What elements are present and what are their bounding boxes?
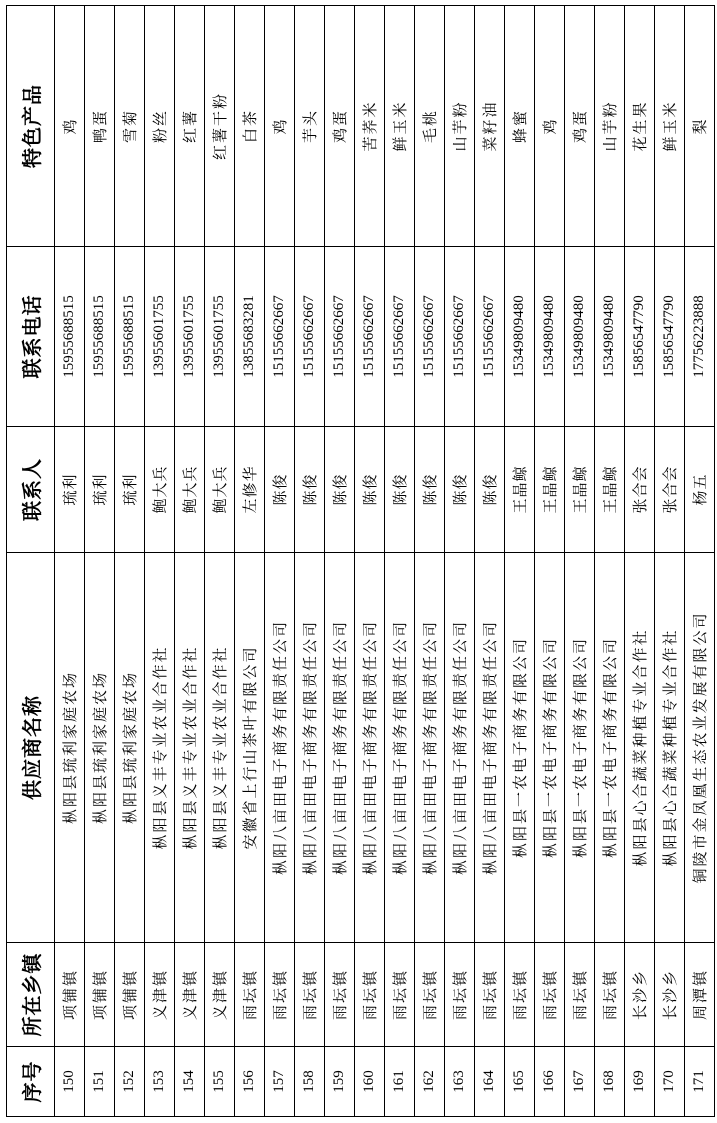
cell-contact: 王晶鲸 xyxy=(595,427,625,553)
cell-town: 雨坛镇 xyxy=(505,943,535,1047)
cell-phone: 15155662667 xyxy=(265,247,295,427)
table-row xyxy=(325,6,355,1117)
cell-phone: 15955688515 xyxy=(85,247,115,427)
cell-town: 雨坛镇 xyxy=(535,943,565,1047)
cell-product: 芋头 xyxy=(295,6,325,247)
cell-supplier: 枞阳县琉利家庭农场 xyxy=(55,553,85,943)
table-row xyxy=(55,6,85,1117)
cell-town: 义津镇 xyxy=(205,943,235,1047)
cell-seq: 150 xyxy=(55,1047,85,1117)
cell-supplier: 枞阳八亩田电子商务有限责任公司 xyxy=(415,553,445,943)
cell-supplier: 枞阳县义丰专业农业合作社 xyxy=(175,553,205,943)
cell-supplier: 枞阳八亩田电子商务有限责任公司 xyxy=(475,553,505,943)
cell-supplier: 枞阳八亩田电子商务有限责任公司 xyxy=(445,553,475,943)
cell-seq: 166 xyxy=(535,1047,565,1117)
header-product: 特色产品 xyxy=(7,6,55,247)
cell-product: 鸡 xyxy=(55,6,85,247)
cell-seq: 169 xyxy=(625,1047,655,1117)
cell-seq: 156 xyxy=(235,1047,265,1117)
cell-product: 红薯 xyxy=(175,6,205,247)
cell-supplier: 枞阳县琉利家庭农场 xyxy=(85,553,115,943)
cell-seq: 161 xyxy=(385,1047,415,1117)
cell-seq: 160 xyxy=(355,1047,385,1117)
cell-contact: 陈俊 xyxy=(325,427,355,553)
cell-seq: 159 xyxy=(325,1047,355,1117)
cell-seq: 168 xyxy=(595,1047,625,1117)
table-row xyxy=(355,6,385,1117)
cell-town: 雨坛镇 xyxy=(475,943,505,1047)
table-row xyxy=(625,6,655,1117)
cell-contact: 王晶鲸 xyxy=(535,427,565,553)
cell-product: 山芋粉 xyxy=(445,6,475,247)
cell-seq: 162 xyxy=(415,1047,445,1117)
cell-phone: 13955601755 xyxy=(145,247,175,427)
cell-supplier: 枞阳八亩田电子商务有限责任公司 xyxy=(355,553,385,943)
cell-town: 雨坛镇 xyxy=(385,943,415,1047)
cell-phone: 15155662667 xyxy=(445,247,475,427)
cell-town: 雨坛镇 xyxy=(325,943,355,1047)
cell-product: 鸡蛋 xyxy=(565,6,595,247)
cell-product: 毛桃 xyxy=(415,6,445,247)
cell-town: 周潭镇 xyxy=(685,943,715,1047)
cell-product: 鲜玉米 xyxy=(385,6,415,247)
cell-town: 雨坛镇 xyxy=(445,943,475,1047)
cell-town: 义津镇 xyxy=(145,943,175,1047)
cell-contact: 杨五 xyxy=(685,427,715,553)
cell-supplier: 安徽省上行山茶叶有限公司 xyxy=(235,553,265,943)
cell-supplier: 枞阳县一农电子商务有限公司 xyxy=(565,553,595,943)
cell-phone: 15349809480 xyxy=(565,247,595,427)
table-row xyxy=(505,6,535,1117)
cell-seq: 155 xyxy=(205,1047,235,1117)
cell-town: 项铺镇 xyxy=(115,943,145,1047)
cell-supplier: 枞阳八亩田电子商务有限责任公司 xyxy=(385,553,415,943)
supplier-table xyxy=(6,5,715,1117)
cell-seq: 163 xyxy=(445,1047,475,1117)
cell-phone: 13955601755 xyxy=(205,247,235,427)
cell-town: 雨坛镇 xyxy=(235,943,265,1047)
cell-product: 雪菊 xyxy=(115,6,145,247)
cell-phone: 15349809480 xyxy=(505,247,535,427)
table-row xyxy=(415,6,445,1117)
cell-phone: 15155662667 xyxy=(295,247,325,427)
cell-contact: 琉利 xyxy=(85,427,115,553)
cell-phone: 15349809480 xyxy=(535,247,565,427)
cell-contact: 陈俊 xyxy=(265,427,295,553)
cell-product: 粉丝 xyxy=(145,6,175,247)
cell-phone: 15155662667 xyxy=(475,247,505,427)
cell-town: 项铺镇 xyxy=(55,943,85,1047)
header-seq: 序号 xyxy=(7,1047,55,1117)
cell-seq: 165 xyxy=(505,1047,535,1117)
header-town: 所在乡镇 xyxy=(7,943,55,1047)
cell-phone: 15349809480 xyxy=(595,247,625,427)
table-row xyxy=(85,6,115,1117)
table-row xyxy=(685,6,715,1117)
cell-supplier: 枞阳八亩田电子商务有限责任公司 xyxy=(325,553,355,943)
cell-contact: 张合会 xyxy=(625,427,655,553)
table-row xyxy=(235,6,265,1117)
header-supplier: 供应商名称 xyxy=(7,553,55,943)
cell-contact: 陈俊 xyxy=(415,427,445,553)
cell-supplier: 枞阳八亩田电子商务有限责任公司 xyxy=(265,553,295,943)
header-row xyxy=(7,6,55,1117)
cell-contact: 陈俊 xyxy=(475,427,505,553)
header-phone: 联系电话 xyxy=(7,247,55,427)
cell-product: 花生果 xyxy=(625,6,655,247)
table-row xyxy=(535,6,565,1117)
cell-supplier: 枞阳县琉利家庭农场 xyxy=(115,553,145,943)
cell-phone: 15856547790 xyxy=(625,247,655,427)
cell-seq: 171 xyxy=(685,1047,715,1117)
cell-phone: 15155662667 xyxy=(325,247,355,427)
cell-product: 红薯干粉 xyxy=(205,6,235,247)
cell-product: 蜂蜜 xyxy=(505,6,535,247)
cell-town: 雨坛镇 xyxy=(415,943,445,1047)
table-row xyxy=(445,6,475,1117)
cell-contact: 张合会 xyxy=(655,427,685,553)
cell-phone: 15955688515 xyxy=(115,247,145,427)
cell-product: 鸡蛋 xyxy=(325,6,355,247)
cell-seq: 151 xyxy=(85,1047,115,1117)
table-row xyxy=(175,6,205,1117)
cell-product: 山芋粉 xyxy=(595,6,625,247)
cell-seq: 152 xyxy=(115,1047,145,1117)
table-row xyxy=(385,6,415,1117)
cell-phone: 17756223888 xyxy=(685,247,715,427)
cell-town: 雨坛镇 xyxy=(355,943,385,1047)
table-row xyxy=(595,6,625,1117)
cell-product: 鸡 xyxy=(535,6,565,247)
cell-contact: 琉利 xyxy=(115,427,145,553)
cell-phone: 15155662667 xyxy=(415,247,445,427)
cell-product: 梨 xyxy=(685,6,715,247)
cell-town: 项铺镇 xyxy=(85,943,115,1047)
cell-contact: 左修华 xyxy=(235,427,265,553)
cell-supplier: 枞阳县一农电子商务有限公司 xyxy=(535,553,565,943)
table-row xyxy=(475,6,505,1117)
table-row xyxy=(115,6,145,1117)
cell-seq: 170 xyxy=(655,1047,685,1117)
cell-supplier: 枞阳县一农电子商务有限公司 xyxy=(595,553,625,943)
table-header xyxy=(7,6,55,1117)
table-row xyxy=(265,6,295,1117)
cell-product: 鲜玉米 xyxy=(655,6,685,247)
cell-product: 鸭蛋 xyxy=(85,6,115,247)
cell-seq: 157 xyxy=(265,1047,295,1117)
table-row xyxy=(295,6,325,1117)
header-contact: 联系人 xyxy=(7,427,55,553)
cell-seq: 153 xyxy=(145,1047,175,1117)
cell-seq: 154 xyxy=(175,1047,205,1117)
table-row xyxy=(205,6,235,1117)
cell-contact: 鲍大兵 xyxy=(175,427,205,553)
cell-contact: 鲍大兵 xyxy=(145,427,175,553)
cell-contact: 陈俊 xyxy=(355,427,385,553)
cell-seq: 164 xyxy=(475,1047,505,1117)
table-row xyxy=(145,6,175,1117)
cell-contact: 陈俊 xyxy=(295,427,325,553)
cell-contact: 琉利 xyxy=(55,427,85,553)
cell-seq: 167 xyxy=(565,1047,595,1117)
cell-product: 鸡 xyxy=(265,6,295,247)
cell-product: 苦荞米 xyxy=(355,6,385,247)
cell-contact: 陈俊 xyxy=(385,427,415,553)
cell-seq: 158 xyxy=(295,1047,325,1117)
cell-town: 长沙乡 xyxy=(625,943,655,1047)
cell-phone: 13955601755 xyxy=(175,247,205,427)
table-row xyxy=(655,6,685,1117)
cell-town: 雨坛镇 xyxy=(595,943,625,1047)
cell-town: 长沙乡 xyxy=(655,943,685,1047)
cell-supplier: 枞阳县心合蔬菜种植专业合作社 xyxy=(655,553,685,943)
cell-town: 雨坛镇 xyxy=(565,943,595,1047)
cell-supplier: 枞阳县心合蔬菜种植专业合作社 xyxy=(625,553,655,943)
cell-contact: 王晶鲸 xyxy=(505,427,535,553)
cell-contact: 陈俊 xyxy=(445,427,475,553)
table-body xyxy=(55,6,715,1117)
cell-contact: 鲍大兵 xyxy=(205,427,235,553)
cell-supplier: 枞阳县义丰专业农业合作社 xyxy=(205,553,235,943)
cell-supplier: 枞阳县义丰专业农业合作社 xyxy=(145,553,175,943)
cell-town: 雨坛镇 xyxy=(265,943,295,1047)
cell-phone: 13855683281 xyxy=(235,247,265,427)
cell-phone: 15856547790 xyxy=(655,247,685,427)
cell-product: 白茶 xyxy=(235,6,265,247)
cell-supplier: 铜陵市金凤凰生态农业发展有限公司 xyxy=(685,553,715,943)
cell-phone: 15955688515 xyxy=(55,247,85,427)
cell-product: 菜籽油 xyxy=(475,6,505,247)
cell-town: 义津镇 xyxy=(175,943,205,1047)
table-row xyxy=(565,6,595,1117)
cell-phone: 15155662667 xyxy=(385,247,415,427)
cell-contact: 王晶鲸 xyxy=(565,427,595,553)
cell-supplier: 枞阳县一农电子商务有限公司 xyxy=(505,553,535,943)
cell-phone: 15155662667 xyxy=(355,247,385,427)
cell-town: 雨坛镇 xyxy=(295,943,325,1047)
cell-supplier: 枞阳八亩田电子商务有限责任公司 xyxy=(295,553,325,943)
